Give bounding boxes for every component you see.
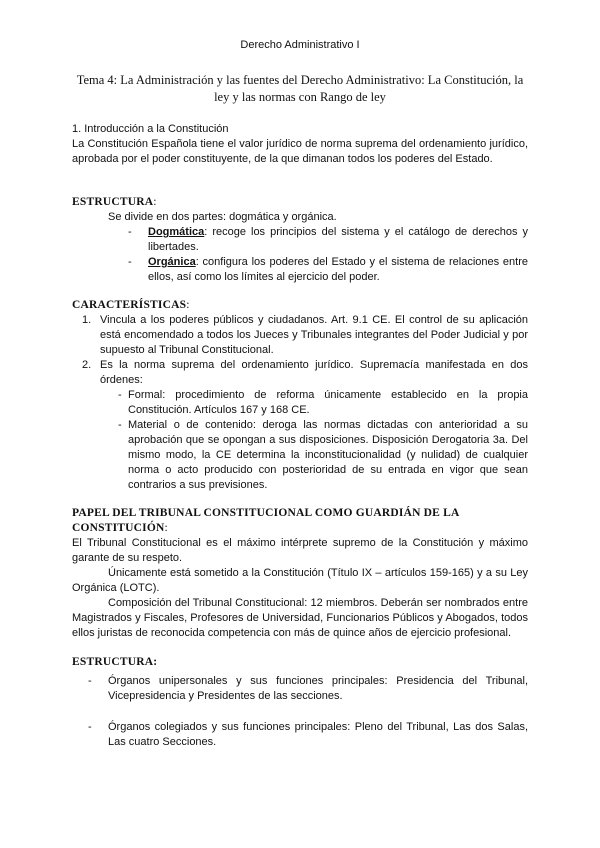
estructura-tc-section <box>72 655 528 750</box>
document-title: Tema 4: La Administración y las fuentes del Derecho Administrativo: La Constitución, la ley y las normas con Rango de ley <box>76 73 524 104</box>
term-dogmatica: Dogmática <box>148 226 205 238</box>
page-header: Derecho Administrativo I <box>240 39 360 51</box>
dash-marker: - <box>128 256 132 268</box>
list-item: - Formal: procedimiento de reforma únicamente establecido en la propia Constitución. Artículos 167 y 168 CE. <box>118 389 528 416</box>
paragraph: El Tribunal Constitucional es el máximo intérprete supremo de la Constitución y máximo garante de su respeto. <box>72 537 528 564</box>
caracteristicas-heading: CARACTERÍSTICAS <box>72 299 187 311</box>
intro-heading: 1. Introducción a la Constitución <box>72 123 229 135</box>
intro-section <box>72 122 528 167</box>
estructura-heading: ESTRUCTURA <box>72 196 154 208</box>
caracteristicas-section <box>72 298 528 493</box>
paragraph: Únicamente está sometido a la Constitución (Título IX – artículos 159-165) y a su Ley Orgánica (LOTC). <box>72 567 528 594</box>
intro-paragraph: La Constitución Española tiene el valor jurídico de norma suprema del ordenamiento jurídico, aprobada por el poder constituyente, de la que dimanan todos los poderes del Estado. <box>72 138 528 165</box>
list-item: - Orgánica: configura los poderes del Estado y el sistema de relaciones entre ellos, así como los límites al ejercicio del poder. <box>128 256 528 283</box>
term-organica: Orgánica <box>148 256 196 268</box>
numbered-item: 2. Es la norma suprema del ordenamiento jurídico. Supremacía manifestada en dos órdenes: - Formal: procedimiento de reforma únicamente establecido en la propia Constitución. Artículos 167 y 168 CE. - Material o de contenido: deroga las normas dictadas con anterioridad a su aprobación que se opongan a sus disposiciones. Disposición Derogatoria 3a. Del mismo modo, la CE determina la inconstitucionalidad (y nulidad) de cualquier norma o acto producido con posterioridad de su entrada en vigor que sean contrarios a sus previsiones. <box>82 359 528 491</box>
dash-marker: - <box>128 226 132 238</box>
section-heading: PAPEL DEL TRIBUNAL CONSTITUCIONAL COMO GUARDIÁN DE LA CONSTITUCIÓN: <box>72 507 459 534</box>
papel-section <box>72 506 528 641</box>
estructura-tc-heading: ESTRUCTURA: <box>72 656 158 668</box>
numbered-item: 1. Vincula a los poderes públicos y ciudadanos. Art. 9.1 CE. El control de su aplicación está encomendado a todos los Jueces y Tribunales integrantes del Poder Judicial y por supuesto al Tribunal Constitucional. <box>82 314 528 356</box>
papel-heading: PAPEL DEL TRIBUNAL CONSTITUCIONAL COMO GUARDIÁN DE LA CONSTITUCIÓN <box>72 507 459 534</box>
list-item: - Órganos colegiados y sus funciones principales: Pleno del Tribunal, Las dos Salas, Las cuatro Secciones. <box>88 721 528 748</box>
section-heading: ESTRUCTURA: <box>72 196 157 208</box>
estructura-section <box>72 195 528 285</box>
estructura-lead: Se divide en dos partes: dogmática y orgánica. <box>108 211 337 223</box>
list-item: - Órganos unipersonales y sus funciones principales: Presidencia del Tribunal, Vicepresidencia y Presidentes de las secciones. <box>88 675 528 702</box>
list-item: - Dogmática: recoge los principios del sistema y el catálogo de derechos y libertades. <box>128 226 528 253</box>
paragraph: Composición del Tribunal Constitucional: 12 miembros. Deberán ser nombrados entre Magistrados y Fiscales, Profesores de Universidad, Funcionarios Públicos y Abogados, todos ellos juristas de reconocida competencia con más de quince años de ejercicio profesional. <box>72 597 528 639</box>
section-heading: CARACTERÍSTICAS: <box>72 299 190 311</box>
list-item: - Material o de contenido: deroga las normas dictadas con anterioridad a su aprobación que se opongan a sus disposiciones. Disposición Derogatoria 3a. Del mismo modo, la CE determina la inconstitucionalidad (y nulidad) de cualquier norma o acto producido con posterioridad de su entrada en vigor que sean contrarios a sus previsiones. <box>118 419 528 491</box>
